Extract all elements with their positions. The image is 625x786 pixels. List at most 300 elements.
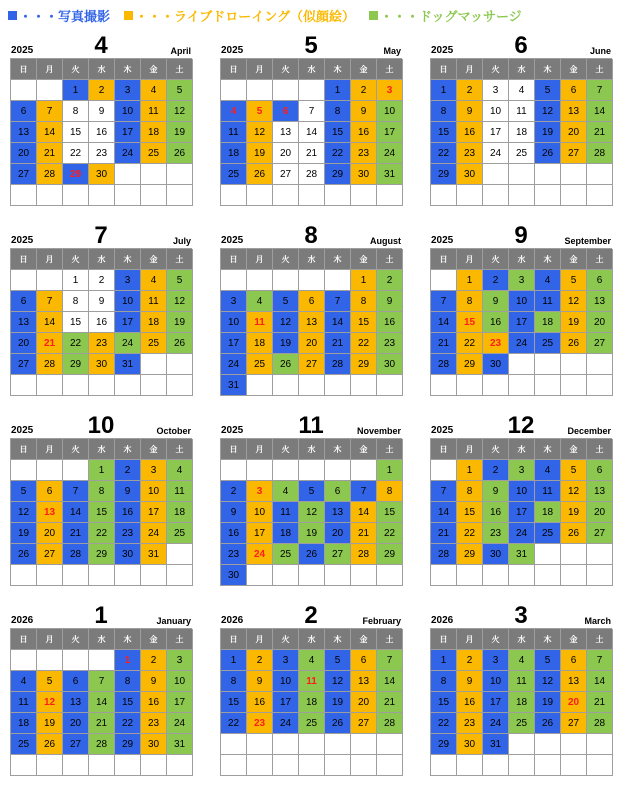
day-cell: 20 bbox=[299, 333, 325, 354]
empty-cell bbox=[351, 375, 377, 396]
month-name: July bbox=[172, 236, 191, 246]
empty-cell bbox=[561, 544, 587, 565]
day-cell: 5 bbox=[37, 671, 63, 692]
empty-cell bbox=[273, 460, 299, 481]
empty-cell bbox=[509, 164, 535, 185]
month-name: December bbox=[567, 426, 611, 436]
day-cell: 25 bbox=[167, 523, 193, 544]
day-cell: 12 bbox=[325, 671, 351, 692]
month-name: June bbox=[589, 46, 611, 56]
day-cell: 16 bbox=[221, 523, 247, 544]
weekday-header: 木 bbox=[115, 59, 141, 80]
day-cell: 14 bbox=[89, 692, 115, 713]
day-cell: 19 bbox=[273, 333, 299, 354]
day-cell: 22 bbox=[457, 523, 483, 544]
day-cell: 7 bbox=[89, 671, 115, 692]
day-cell: 24 bbox=[115, 143, 141, 164]
day-cell: 25 bbox=[221, 164, 247, 185]
day-cell: 18 bbox=[535, 502, 561, 523]
weekday-header: 木 bbox=[115, 439, 141, 460]
day-cell: 17 bbox=[247, 523, 273, 544]
weekday-header: 金 bbox=[351, 629, 377, 650]
weekday-header: 水 bbox=[89, 59, 115, 80]
day-cell: 21 bbox=[63, 523, 89, 544]
day-cell: 23 bbox=[483, 333, 509, 354]
day-cell: 22 bbox=[431, 143, 457, 164]
day-cell: 9 bbox=[89, 101, 115, 122]
empty-cell bbox=[587, 354, 613, 375]
day-cell: 22 bbox=[115, 713, 141, 734]
month-name: February bbox=[362, 616, 401, 626]
day-cell: 24 bbox=[483, 143, 509, 164]
day-cell: 3 bbox=[509, 270, 535, 291]
empty-cell bbox=[299, 80, 325, 101]
day-cell: 25 bbox=[535, 523, 561, 544]
day-cell: 9 bbox=[247, 671, 273, 692]
day-cell: 30 bbox=[377, 354, 403, 375]
day-cell: 16 bbox=[377, 312, 403, 333]
month-year: 2025 bbox=[11, 45, 34, 56]
month-year: 2026 bbox=[221, 615, 244, 626]
weekday-header: 月 bbox=[247, 629, 273, 650]
empty-cell bbox=[273, 270, 299, 291]
day-cell: 6 bbox=[273, 101, 299, 122]
month-11 bbox=[220, 410, 402, 586]
month-days-grid bbox=[430, 628, 612, 776]
empty-cell bbox=[561, 375, 587, 396]
empty-cell bbox=[273, 734, 299, 755]
empty-cell bbox=[535, 565, 561, 586]
empty-cell bbox=[299, 185, 325, 206]
weekday-header: 月 bbox=[37, 439, 63, 460]
day-cell: 3 bbox=[115, 80, 141, 101]
month-9 bbox=[430, 220, 612, 396]
day-cell: 26 bbox=[167, 143, 193, 164]
month-days-grid bbox=[10, 58, 192, 206]
empty-cell bbox=[247, 734, 273, 755]
day-cell: 21 bbox=[431, 523, 457, 544]
day-cell: 13 bbox=[587, 291, 613, 312]
day-cell: 28 bbox=[587, 713, 613, 734]
weekday-header: 水 bbox=[509, 629, 535, 650]
day-cell: 1 bbox=[457, 270, 483, 291]
month-year: 2025 bbox=[221, 425, 244, 436]
day-cell: 10 bbox=[221, 312, 247, 333]
month-4 bbox=[10, 30, 192, 206]
month-header bbox=[430, 220, 612, 248]
day-cell: 14 bbox=[37, 312, 63, 333]
empty-cell bbox=[587, 565, 613, 586]
empty-cell bbox=[377, 734, 403, 755]
month-days-grid bbox=[220, 248, 402, 396]
weekday-header: 火 bbox=[483, 629, 509, 650]
weekday-header: 木 bbox=[535, 59, 561, 80]
day-cell: 15 bbox=[63, 122, 89, 143]
day-cell: 29 bbox=[377, 544, 403, 565]
weekday-header: 水 bbox=[89, 249, 115, 270]
day-cell: 16 bbox=[89, 312, 115, 333]
empty-cell bbox=[351, 185, 377, 206]
month-header bbox=[10, 410, 192, 438]
day-cell: 18 bbox=[247, 333, 273, 354]
day-cell: 19 bbox=[561, 312, 587, 333]
day-cell: 10 bbox=[509, 481, 535, 502]
day-cell: 6 bbox=[11, 291, 37, 312]
day-cell: 11 bbox=[535, 481, 561, 502]
weekday-header: 木 bbox=[325, 59, 351, 80]
weekday-header: 金 bbox=[141, 249, 167, 270]
day-cell: 7 bbox=[37, 291, 63, 312]
weekday-header: 土 bbox=[377, 629, 403, 650]
day-cell: 7 bbox=[431, 481, 457, 502]
day-cell: 12 bbox=[247, 122, 273, 143]
day-cell: 4 bbox=[221, 101, 247, 122]
legend-swatch-green bbox=[369, 11, 378, 20]
day-cell: 19 bbox=[11, 523, 37, 544]
day-cell: 13 bbox=[11, 312, 37, 333]
day-cell: 12 bbox=[37, 692, 63, 713]
empty-cell bbox=[509, 185, 535, 206]
day-cell: 23 bbox=[247, 713, 273, 734]
month-name: October bbox=[156, 426, 191, 436]
day-cell: 31 bbox=[509, 544, 535, 565]
day-cell: 30 bbox=[483, 544, 509, 565]
month-number: 4 bbox=[94, 32, 108, 59]
day-cell: 27 bbox=[351, 713, 377, 734]
weekday-header: 金 bbox=[141, 629, 167, 650]
month-number: 7 bbox=[94, 222, 108, 249]
day-cell: 18 bbox=[11, 713, 37, 734]
day-cell: 16 bbox=[247, 692, 273, 713]
day-cell: 1 bbox=[325, 80, 351, 101]
day-cell: 3 bbox=[247, 481, 273, 502]
empty-cell bbox=[221, 80, 247, 101]
empty-cell bbox=[247, 755, 273, 776]
empty-cell bbox=[561, 755, 587, 776]
day-cell: 13 bbox=[351, 671, 377, 692]
day-cell: 13 bbox=[63, 692, 89, 713]
empty-cell bbox=[509, 375, 535, 396]
day-cell: 3 bbox=[141, 460, 167, 481]
day-cell: 7 bbox=[37, 101, 63, 122]
empty-cell bbox=[167, 755, 193, 776]
day-cell: 25 bbox=[141, 143, 167, 164]
day-cell: 25 bbox=[509, 143, 535, 164]
day-cell: 15 bbox=[115, 692, 141, 713]
day-cell: 27 bbox=[587, 523, 613, 544]
month-number: 10 bbox=[87, 412, 115, 439]
day-cell: 25 bbox=[273, 544, 299, 565]
day-cell: 31 bbox=[221, 375, 247, 396]
month-header bbox=[220, 220, 402, 248]
day-cell: 27 bbox=[273, 164, 299, 185]
day-cell: 7 bbox=[299, 101, 325, 122]
empty-cell bbox=[535, 164, 561, 185]
day-cell: 11 bbox=[273, 502, 299, 523]
empty-cell bbox=[167, 375, 193, 396]
weekday-header: 月 bbox=[457, 439, 483, 460]
day-cell: 5 bbox=[167, 80, 193, 101]
day-cell: 6 bbox=[299, 291, 325, 312]
day-cell: 30 bbox=[457, 734, 483, 755]
day-cell: 27 bbox=[11, 164, 37, 185]
day-cell: 1 bbox=[63, 80, 89, 101]
weekday-header: 日 bbox=[11, 249, 37, 270]
weekday-header: 月 bbox=[247, 59, 273, 80]
day-cell: 21 bbox=[351, 523, 377, 544]
day-cell: 8 bbox=[63, 291, 89, 312]
empty-cell bbox=[351, 755, 377, 776]
day-cell: 22 bbox=[89, 523, 115, 544]
day-cell: 8 bbox=[351, 291, 377, 312]
day-cell: 6 bbox=[587, 270, 613, 291]
empty-cell bbox=[509, 734, 535, 755]
empty-cell bbox=[273, 375, 299, 396]
day-cell: 28 bbox=[431, 354, 457, 375]
empty-cell bbox=[115, 375, 141, 396]
day-cell: 8 bbox=[457, 481, 483, 502]
day-cell: 16 bbox=[457, 122, 483, 143]
weekday-header: 水 bbox=[89, 629, 115, 650]
month-year: 2025 bbox=[221, 45, 244, 56]
weekday-header: 木 bbox=[325, 629, 351, 650]
weekday-header: 日 bbox=[431, 249, 457, 270]
weekday-header: 水 bbox=[89, 439, 115, 460]
day-cell: 29 bbox=[115, 734, 141, 755]
day-cell: 1 bbox=[431, 650, 457, 671]
day-cell: 13 bbox=[561, 101, 587, 122]
day-cell: 20 bbox=[325, 523, 351, 544]
empty-cell bbox=[273, 80, 299, 101]
day-cell: 8 bbox=[377, 481, 403, 502]
day-cell: 6 bbox=[37, 481, 63, 502]
day-cell: 25 bbox=[247, 354, 273, 375]
day-cell: 20 bbox=[587, 502, 613, 523]
empty-cell bbox=[509, 755, 535, 776]
day-cell: 17 bbox=[483, 122, 509, 143]
empty-cell bbox=[561, 354, 587, 375]
day-cell: 5 bbox=[325, 650, 351, 671]
empty-cell bbox=[299, 270, 325, 291]
empty-cell bbox=[89, 185, 115, 206]
month-1 bbox=[10, 600, 192, 776]
weekday-header: 水 bbox=[509, 59, 535, 80]
day-cell: 21 bbox=[299, 143, 325, 164]
weekday-header: 火 bbox=[273, 59, 299, 80]
day-cell: 11 bbox=[141, 101, 167, 122]
day-cell: 31 bbox=[141, 544, 167, 565]
day-cell: 17 bbox=[141, 502, 167, 523]
empty-cell bbox=[167, 544, 193, 565]
empty-cell bbox=[247, 80, 273, 101]
day-cell: 18 bbox=[141, 122, 167, 143]
month-8 bbox=[220, 220, 402, 396]
month-name: May bbox=[383, 46, 401, 56]
month-number: 3 bbox=[514, 602, 528, 629]
weekday-header: 木 bbox=[115, 249, 141, 270]
legend-label-photo: ・・・写真撮影 bbox=[19, 8, 111, 24]
day-cell: 1 bbox=[351, 270, 377, 291]
day-cell: 8 bbox=[431, 101, 457, 122]
weekday-header: 火 bbox=[63, 59, 89, 80]
day-cell: 14 bbox=[63, 502, 89, 523]
day-cell: 17 bbox=[167, 692, 193, 713]
weekday-header: 木 bbox=[535, 249, 561, 270]
month-days-grid bbox=[10, 248, 192, 396]
day-cell: 9 bbox=[457, 671, 483, 692]
day-cell: 2 bbox=[483, 270, 509, 291]
empty-cell bbox=[299, 460, 325, 481]
empty-cell bbox=[37, 650, 63, 671]
empty-cell bbox=[221, 734, 247, 755]
weekday-header: 土 bbox=[587, 629, 613, 650]
empty-cell bbox=[299, 565, 325, 586]
weekday-header: 日 bbox=[431, 439, 457, 460]
legend-label-dog: ・・・ドッグマッサージ bbox=[379, 8, 522, 24]
day-cell: 28 bbox=[89, 734, 115, 755]
day-cell: 1 bbox=[115, 650, 141, 671]
day-cell: 11 bbox=[299, 671, 325, 692]
day-cell: 26 bbox=[535, 143, 561, 164]
empty-cell bbox=[273, 185, 299, 206]
weekday-header: 水 bbox=[299, 249, 325, 270]
day-cell: 27 bbox=[325, 544, 351, 565]
month-days-grid bbox=[430, 58, 612, 206]
empty-cell bbox=[115, 565, 141, 586]
day-cell: 10 bbox=[167, 671, 193, 692]
day-cell: 21 bbox=[377, 692, 403, 713]
empty-cell bbox=[115, 185, 141, 206]
day-cell: 13 bbox=[561, 671, 587, 692]
empty-cell bbox=[37, 270, 63, 291]
day-cell: 13 bbox=[299, 312, 325, 333]
day-cell: 20 bbox=[561, 692, 587, 713]
day-cell: 29 bbox=[457, 544, 483, 565]
month-year: 2026 bbox=[11, 615, 34, 626]
day-cell: 12 bbox=[167, 101, 193, 122]
empty-cell bbox=[11, 80, 37, 101]
day-cell: 12 bbox=[299, 502, 325, 523]
weekday-header: 土 bbox=[377, 249, 403, 270]
empty-cell bbox=[431, 375, 457, 396]
day-cell: 14 bbox=[325, 312, 351, 333]
empty-cell bbox=[11, 755, 37, 776]
day-cell: 9 bbox=[457, 101, 483, 122]
month-6 bbox=[430, 30, 612, 206]
empty-cell bbox=[299, 734, 325, 755]
day-cell: 29 bbox=[457, 354, 483, 375]
day-cell: 7 bbox=[431, 291, 457, 312]
day-cell: 24 bbox=[115, 333, 141, 354]
empty-cell bbox=[587, 164, 613, 185]
day-cell: 8 bbox=[89, 481, 115, 502]
day-cell: 16 bbox=[141, 692, 167, 713]
day-cell: 2 bbox=[377, 270, 403, 291]
month-header bbox=[220, 30, 402, 58]
empty-cell bbox=[587, 734, 613, 755]
day-cell: 9 bbox=[141, 671, 167, 692]
weekday-header: 土 bbox=[587, 59, 613, 80]
day-cell: 30 bbox=[141, 734, 167, 755]
empty-cell bbox=[11, 565, 37, 586]
empty-cell bbox=[325, 755, 351, 776]
day-cell: 12 bbox=[535, 101, 561, 122]
day-cell: 15 bbox=[221, 692, 247, 713]
month-5 bbox=[220, 30, 402, 206]
legend bbox=[8, 6, 522, 24]
day-cell: 24 bbox=[141, 523, 167, 544]
day-cell: 16 bbox=[483, 312, 509, 333]
day-cell: 3 bbox=[483, 80, 509, 101]
empty-cell bbox=[377, 185, 403, 206]
day-cell: 4 bbox=[299, 650, 325, 671]
day-cell: 5 bbox=[273, 291, 299, 312]
weekday-header: 日 bbox=[11, 439, 37, 460]
weekday-header: 水 bbox=[509, 439, 535, 460]
day-cell: 12 bbox=[561, 481, 587, 502]
day-cell: 29 bbox=[63, 164, 89, 185]
day-cell: 26 bbox=[535, 713, 561, 734]
empty-cell bbox=[457, 185, 483, 206]
day-cell: 15 bbox=[457, 312, 483, 333]
empty-cell bbox=[167, 565, 193, 586]
empty-cell bbox=[63, 650, 89, 671]
day-cell: 29 bbox=[63, 354, 89, 375]
month-days-grid bbox=[220, 58, 402, 206]
weekday-header: 水 bbox=[509, 249, 535, 270]
empty-cell bbox=[247, 460, 273, 481]
day-cell: 3 bbox=[115, 270, 141, 291]
month-header bbox=[220, 600, 402, 628]
month-year: 2025 bbox=[11, 425, 34, 436]
empty-cell bbox=[11, 185, 37, 206]
empty-cell bbox=[535, 354, 561, 375]
day-cell: 1 bbox=[221, 650, 247, 671]
day-cell: 21 bbox=[587, 122, 613, 143]
day-cell: 5 bbox=[11, 481, 37, 502]
weekday-header: 金 bbox=[351, 59, 377, 80]
day-cell: 16 bbox=[351, 122, 377, 143]
day-cell: 23 bbox=[221, 544, 247, 565]
day-cell: 17 bbox=[509, 312, 535, 333]
weekday-header: 火 bbox=[483, 249, 509, 270]
day-cell: 2 bbox=[89, 80, 115, 101]
day-cell: 19 bbox=[167, 312, 193, 333]
day-cell: 27 bbox=[299, 354, 325, 375]
month-header bbox=[430, 30, 612, 58]
empty-cell bbox=[167, 164, 193, 185]
empty-cell bbox=[37, 565, 63, 586]
month-header bbox=[10, 220, 192, 248]
day-cell: 1 bbox=[63, 270, 89, 291]
weekday-header: 月 bbox=[37, 249, 63, 270]
empty-cell bbox=[247, 375, 273, 396]
weekday-header: 土 bbox=[167, 59, 193, 80]
weekday-header: 木 bbox=[535, 629, 561, 650]
day-cell: 20 bbox=[37, 523, 63, 544]
weekday-header: 木 bbox=[325, 439, 351, 460]
weekday-header: 月 bbox=[37, 629, 63, 650]
empty-cell bbox=[221, 755, 247, 776]
day-cell: 27 bbox=[37, 544, 63, 565]
month-header bbox=[430, 410, 612, 438]
month-days-grid bbox=[430, 248, 612, 396]
day-cell: 24 bbox=[221, 354, 247, 375]
day-cell: 5 bbox=[167, 270, 193, 291]
empty-cell bbox=[37, 755, 63, 776]
month-number: 8 bbox=[304, 222, 318, 249]
month-days-grid bbox=[10, 438, 192, 586]
